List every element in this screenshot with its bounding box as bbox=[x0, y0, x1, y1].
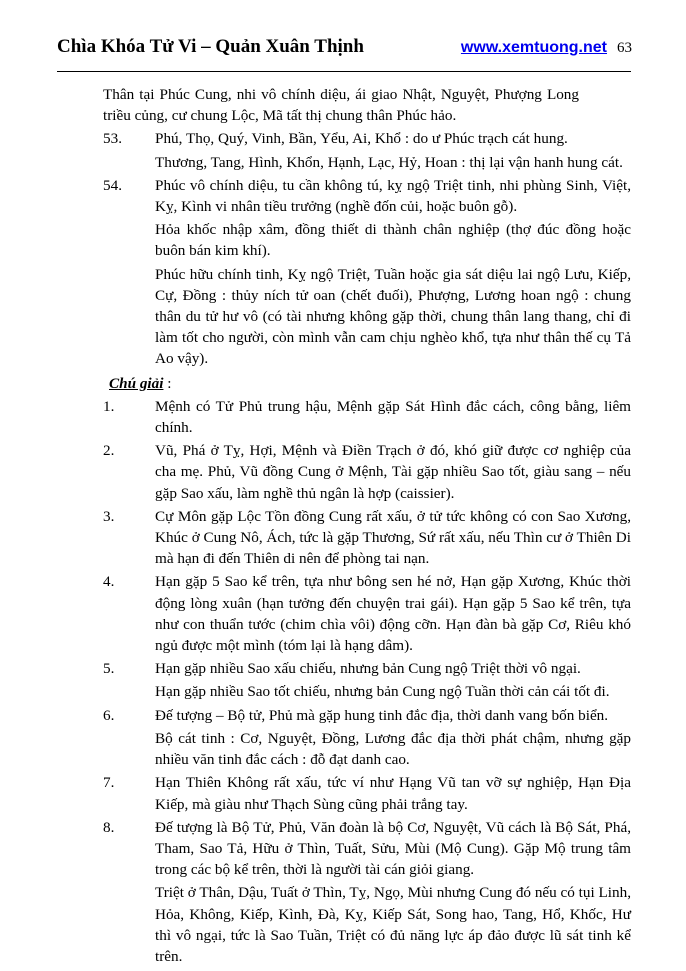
notes-heading-colon: : bbox=[163, 374, 172, 392]
paragraph: Triệt ở Thân, Dậu, Tuất ở Thìn, Tỵ, Ngọ, Mùi nhưng Cung đó nếu có tụi Linh, Hỏa, Không, Kiếp, Kình, Đà, Kỵ, Kiếp Sát, Song hao, Tang, Hổ, Khốc, Hư thì vô ngại, tức là Sao Tuần, Triệt có đủ năng lực áp đảo được lũ sát tinh kể trên. bbox=[155, 884, 631, 965]
item-text bbox=[155, 817, 631, 969]
item-text bbox=[155, 175, 631, 372]
item-number: 7. bbox=[103, 774, 115, 792]
item-text bbox=[155, 440, 631, 506]
note-item-5 bbox=[103, 658, 631, 704]
list-item-54 bbox=[103, 175, 631, 372]
paragraph: Hạn gặp nhiều Sao tốt chiếu, nhưng bản Cung ngộ Tuần thời cản cái tốt đi. bbox=[155, 683, 610, 701]
page-number: 63 bbox=[617, 40, 632, 56]
notes-heading-label: Chú giải bbox=[109, 374, 164, 392]
item-text bbox=[155, 705, 631, 773]
note-item-7 bbox=[103, 772, 631, 816]
item-number: 2. bbox=[103, 442, 115, 460]
paragraph: Phú, Thọ, Quý, Vinh, Bần, Yểu, Ai, Khổ : do ư Phúc trạch cát hung. bbox=[155, 130, 568, 148]
note-item-8 bbox=[103, 817, 631, 969]
note-item-4 bbox=[103, 571, 631, 658]
paragraph: Hạn gặp 5 Sao kể trên, tựa như bông sen hé nở, Hạn gặp Xương, Khúc thời động lòng xuân (hạn tưởng đến chuyện trai gái). Hạn gặp 5 Sao kể trên, tựa như con thuẩn tước (chim chìa vôi) động cỡn. Hạn đàn bà gặp Cơ, Riêu khó ngủ được một mình (tóm lại là hạng dâm). bbox=[155, 573, 631, 655]
paragraph: Vũ, Phá ở Tỵ, Hợi, Mệnh và Điền Trạch ở đó, khó giữ được cơ nghiệp của cha mẹ. Phủ, Vũ đồng Cung ở Mệnh, Tài gặp nhiều Sao tốt, giàu sang – nếu gặp Sao xấu, làm nghề thủ ngân là hợp (caissier). bbox=[155, 442, 631, 502]
intro-paragraph: Thân tại Phúc Cung, nhi vô chính diệu, ái giao Nhật, Nguyệt, Phượng Long triều củng, cư chung Lộc, Mã tất thị chung thân Phúc hảo. bbox=[103, 86, 579, 125]
list-item-53 bbox=[103, 128, 631, 174]
note-item-6 bbox=[103, 705, 631, 773]
paragraph: Hỏa khốc nhập xâm, đồng thiết di thành chân nghiệp (thợ đúc đồng hoặc buôn bán kim khí). bbox=[155, 221, 631, 260]
note-item-1 bbox=[103, 396, 631, 440]
paragraph: Thương, Tang, Hình, Khổn, Hạnh, Lạc, Hỷ, Hoan : thị lại vận hanh hung cát. bbox=[155, 153, 623, 171]
item-number: 5. bbox=[103, 660, 115, 678]
paragraph: Mệnh có Tử Phủ trung hậu, Mệnh gặp Sát Hình đắc cách, công bằng, liêm chính. bbox=[155, 397, 631, 437]
page-header bbox=[57, 36, 632, 58]
item-text bbox=[155, 128, 631, 174]
item-number: 1. bbox=[103, 397, 115, 415]
item-number: 4. bbox=[103, 573, 115, 591]
item-text bbox=[155, 571, 631, 658]
paragraph: Phúc hữu chính tinh, Kỵ ngộ Triệt, Tuần hoặc gia sát diệu lai ngộ Lưu, Kiếp, Cự, Đồng : thủy ních tử oan (chết đuối), Phượng, Lương hoan ngộ : chung thân du tử hư vô (có tài nhưng không gặp thời, chung thân lang thang, chỉ đi làm tốt cho người, còn mình vẫn cam chịu nghèo khổ, tựa như thân thế cụ Tả Ao vậy). bbox=[155, 265, 631, 368]
note-item-3 bbox=[103, 506, 631, 572]
paragraph: Hạn Thiên Không rất xấu, tức ví như Hạng Vũ tan vỡ sự nghiệp, Hạn Địa Kiếp, mà giàu như Thạch Sùng cũng phải trắng tay. bbox=[155, 774, 631, 813]
page-content bbox=[103, 84, 631, 969]
note-item-2 bbox=[103, 440, 631, 506]
header-divider bbox=[57, 71, 631, 72]
notes-heading bbox=[109, 373, 631, 394]
item-number: 8. bbox=[103, 818, 115, 836]
item-text bbox=[155, 506, 631, 572]
website-link[interactable]: www.xemtuong.net bbox=[460, 39, 607, 56]
paragraph: Hạn gặp nhiều Sao xấu chiếu, nhưng bản Cung ngộ Triệt thời vô ngại. bbox=[155, 660, 581, 678]
item-text bbox=[155, 396, 631, 440]
item-number: 53. bbox=[103, 130, 122, 148]
paragraph: Phúc vô chính diệu, tu cần không tú, kỵ ngộ Triệt tinh, nhi phùng Sinh, Việt, Kỵ, Kình vi nhân tiều trưởng (nghề đốn củi, hoặc buôn gỗ). bbox=[155, 176, 631, 216]
paragraph: Cự Môn gặp Lộc Tồn đồng Cung rất xấu, ở tử tức không có con Sao Xương, Khúc ở Cung Nô, Ách, tức là gặp Thương, Sứ rất xấu, nếu Thìn cư ở Thiên Di mà hạn đi đến Thiên di nên để phòng tai nạn. bbox=[155, 507, 631, 568]
item-number: 6. bbox=[103, 706, 115, 724]
header-right bbox=[461, 39, 632, 57]
paragraph: Bộ cát tinh : Cơ, Nguyệt, Đồng, Lương đắc địa thời phát chậm, nhưng gặp nhiều văn tinh đắc cách : đỗ đạt danh cao. bbox=[155, 729, 631, 769]
page-title: Chìa Khóa Tử Vi – Quản Xuân Thịnh bbox=[57, 36, 364, 57]
paragraph: Đế tượng là Bộ Tử, Phủ, Văn đoàn là bộ Cơ, Nguyệt, Vũ cách là Bộ Sát, Phá, Tham, Sao Tả, Hữu ở Thìn, Tuất, Sửu, Mùi (Mộ Cung). Gặp Mộ trung tâm trong các bộ kể trên, thời là người tài cán giỏi giang. bbox=[155, 818, 631, 879]
item-number: 54. bbox=[103, 176, 122, 194]
paragraph: Đế tượng – Bộ tử, Phủ mà gặp hung tinh đắc địa, thời danh vang bốn biển. bbox=[155, 706, 609, 724]
item-number: 3. bbox=[103, 507, 115, 525]
item-text bbox=[155, 658, 631, 704]
item-text bbox=[155, 772, 631, 816]
